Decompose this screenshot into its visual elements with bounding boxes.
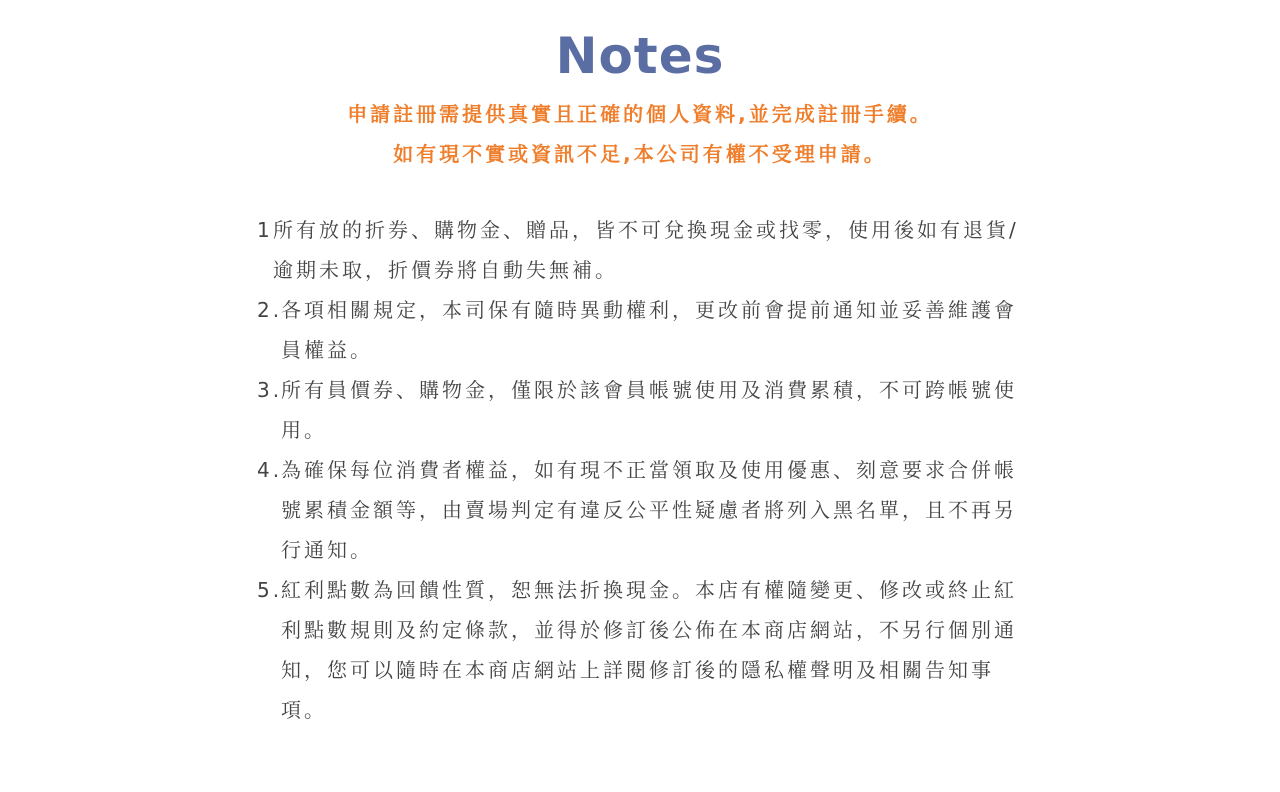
note-number: 2. — [257, 298, 283, 322]
note-item-4 — [257, 450, 1019, 570]
note-item-5 — [257, 570, 1019, 730]
registration-notice-line-1: 申請註冊需提供真實且正確的個人資料,並完成註冊手續。 — [347, 102, 933, 126]
notes-list — [257, 210, 1019, 730]
page-title: Notes — [555, 27, 725, 85]
registration-notice-line-2: 如有現不實或資訊不足,本公司有權不受理申請。 — [393, 142, 887, 166]
note-text: 所有員價券、購物金，僅限於該會員帳號使用及消費累積，不可跨帳號使用。 — [281, 378, 1017, 442]
note-text: 各項相關規定，本司保有隨時異動權利，更改前會提前通知並妥善維護會員權益。 — [281, 298, 1017, 362]
note-number: 3. — [257, 378, 283, 402]
note-item-3 — [257, 370, 1019, 450]
note-number: 5. — [257, 578, 283, 602]
note-text: 紅利點數為回饋性質，恕無法折換現金。本店有權隨變更、修改或終止紅利點數規則及約定條款，並得於修訂後公佈在本商店網站，不另行個別通知，您可以隨時在本商店網站上詳閱修訂後的隱私權聲明及相關告知事項。 — [281, 578, 1017, 722]
note-number: 4. — [257, 458, 283, 482]
note-item-2 — [257, 290, 1019, 370]
note-text: 所有放的折券、購物金、贈品，皆不可兌換現金或找零，使用後如有退貨/逾期未取，折價券將自動失無補。 — [273, 218, 1019, 282]
note-item-1 — [257, 210, 1019, 290]
note-number: 1 — [257, 218, 273, 242]
note-text: 為確保每位消費者權益，如有現不正當領取及使用優惠、刻意要求合併帳號累積金額等，由賣場判定有違反公平性疑慮者將列入黑名單，且不再另行通知。 — [281, 458, 1017, 562]
